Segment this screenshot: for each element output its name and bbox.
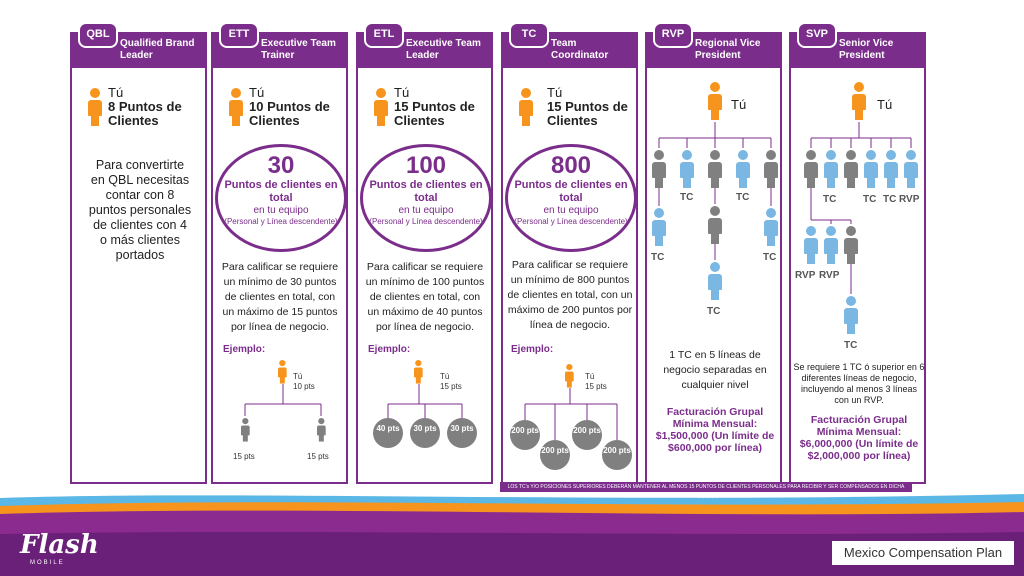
column-title: Executive Team Trainer [261,38,336,61]
ring-sublabel: en tu equipo [253,205,309,216]
example-bubble: 200 pts [602,440,632,470]
tc-person-icon [736,150,750,188]
you-points: Tú 15 Puntos de Clientes [394,85,475,128]
line-person-icon [844,150,858,188]
column-title: Regional Vice President [695,38,761,61]
tc-person-icon [764,208,778,246]
example-right-pts: 15 pts [307,452,329,461]
rank-badge: ETT [219,22,259,48]
logo-text: Flash [20,530,99,560]
line-person-icon [844,226,858,264]
tc-label: TC [883,194,897,205]
example-you-label: Tú 10 pts [293,372,315,391]
tc-label: TC [707,306,721,317]
line-person-icon [764,150,778,188]
ring-note: (Personal y Línea descendente) [369,217,483,226]
column-etl [356,28,493,484]
column-rvp [645,28,782,484]
you-person-icon [88,88,102,126]
tc-label: TC [823,194,837,205]
rvp-description: 1 TC en 5 líneas de negocio separadas en cualquier nivel [663,349,767,391]
example-line-icon [317,418,326,442]
tc-label: TC [680,192,694,203]
rvp-billing: Facturación Grupal Mínima Mensual: $1,500,000 (Un límite de $600,000 por línea) [655,406,775,454]
line-person-icon [652,150,666,188]
line-person-icon [708,150,722,188]
ring-sublabel: en tu equipo [543,205,599,216]
tc-person-icon [864,150,878,188]
column-title: Team Coordinator [551,38,609,61]
tc-label: TC [844,340,858,351]
tc-person-icon [844,296,858,334]
rank-badge: RVP [653,22,693,48]
line-person-icon [708,206,722,244]
rvp-person-icon [804,226,818,264]
tc-person-icon [680,150,694,188]
column-svp [789,28,926,484]
example-tree-lines [213,34,350,486]
plan-title: Mexico Compensation Plan [832,541,1014,565]
rank-badge: SVP [797,22,837,48]
example-line-icon [241,418,250,442]
tc-person-icon [652,208,666,246]
ett-description: Para calificar se requiere un mínimo de 30 puntos de clientes en total, con un máximo de 15 puntos por línea de negocio. [221,261,339,333]
example-bubble: 30 pts [447,418,477,448]
ring-number: 30 [267,152,295,179]
ring-note: (Personal y Línea descendente) [224,217,338,226]
column-title: Executive Team Leader [406,38,481,61]
you-points: Tú 10 Puntos de Clientes [249,85,330,128]
tc-label: TC [651,252,665,263]
tc-label: TC [736,192,750,203]
column-tc [501,28,638,484]
rvp-person-icon [904,150,918,188]
ring-sublabel: en tu equipo [398,205,454,216]
example-bubble: 200 pts [540,440,570,470]
svp-billing: Facturación Grupal Mínima Mensual: $6,000,000 (Un límite de $2,000,000 por línea) [799,414,919,462]
rank-badge: TC [509,22,549,48]
tc-person-icon [708,262,722,300]
tc-description: Para calificar se requiere un mínimo de 800 puntos de clientes en total, con un máximo de 200 puntos por línea de negocio. [507,259,633,331]
example-bubble: 30 pts [410,418,440,448]
you-label: Tú [877,97,893,112]
ring-number: 100 [405,152,447,179]
ring-label: Puntos de clientes en total [369,179,483,204]
you-points: Tú 15 Puntos de Clientes [547,85,628,128]
example-tree-lines [503,34,640,486]
example-you-label: Tú 15 pts [585,372,607,391]
qbl-description: Para convertirte en QBL necesitas contar con 8 puntos personales de clientes con 4 o más clientes portados [88,158,192,262]
column-ett [211,28,348,484]
rank-badge: QBL [78,22,118,48]
ring-note: (Personal y Línea descendente) [514,217,628,226]
svp-description: Se requiere 1 TC ó superior en 6 diferentes líneas de negocio, incluyendo al menos 3 líneas con un RVP. [793,362,925,405]
flash-logo [20,530,99,566]
example-bubble: 200 pts [510,420,540,450]
you-label: Tú [731,97,747,112]
rvp-label: RVP [795,270,816,281]
example-bubble: 200 pts [572,420,602,450]
tc-label: TC [763,252,777,263]
example-label: Ejemplo: [368,344,411,355]
rvp-label: RVP [899,194,920,205]
you-points: Tú 8 Puntos de Clientes [108,85,182,128]
rvp-label: RVP [819,270,840,281]
bottom-note-bar: LOS TC's Y/O POSICIONES SUPERIORES DEBERÁN MANTENER AL MENOS 15 PUNTOS DE CLIENTES PERSONALES PARA RECIBIR Y SER COMPENSADOS EN DICHA POSICIÓN [500,482,912,492]
ring-label: Puntos de clientes en total [224,179,338,204]
column-title: Senior Vice President [839,38,894,61]
ring-label: Puntos de clientes en total [514,179,628,204]
column-title: Qualified Brand Leader [120,38,195,61]
example-label: Ejemplo: [511,344,554,355]
line-person-icon [804,150,818,188]
tc-person-icon [824,150,838,188]
etl-description: Para calificar se requiere un mínimo de 100 puntos de clientes en total, con un máximo de 40 puntos por línea de negocio. [365,261,485,333]
example-label: Ejemplo: [223,344,266,355]
example-left-pts: 15 pts [233,452,255,461]
example-you-label: Tú 15 pts [440,372,462,391]
example-bubble: 40 pts [373,418,403,448]
tc-person-icon [884,150,898,188]
tc-label: TC [863,194,877,205]
logo-subtext: MOBILE [30,560,65,566]
column-qbl [70,28,207,484]
rvp-person-icon [824,226,838,264]
ring-number: 800 [550,152,592,179]
rank-badge: ETL [364,22,404,48]
